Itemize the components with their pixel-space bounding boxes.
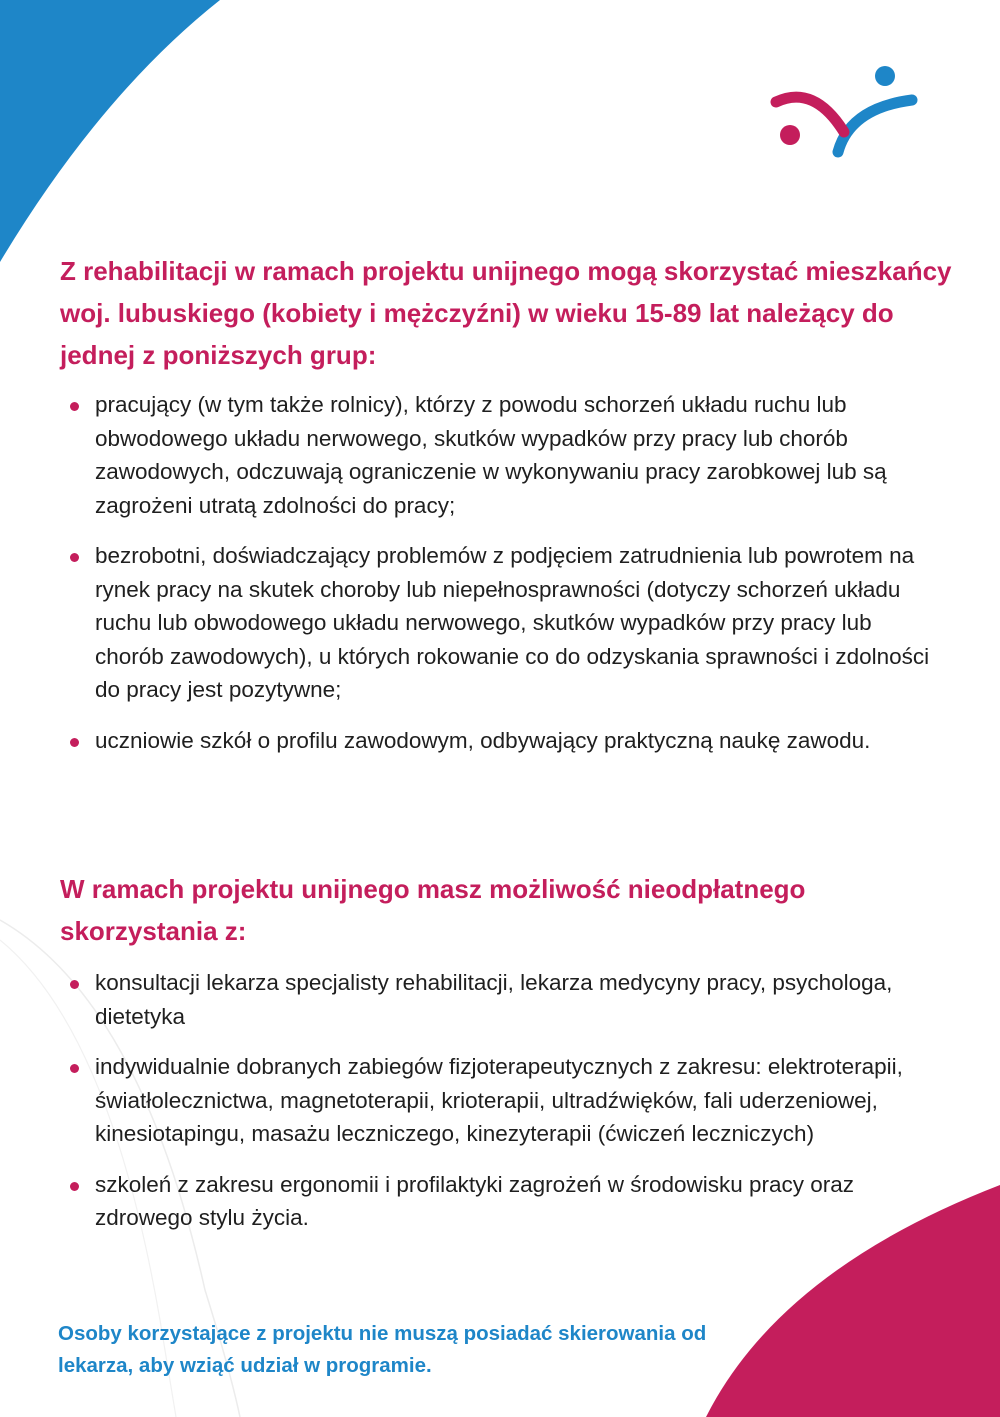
list-item: uczniowie szkół o profilu zawodowym, odbywający praktyczną naukę zawodu. xyxy=(68,724,938,758)
section1-heading: Z rehabilitacji w ramach projektu unijnego mogą skorzystać mieszkańcy woj. lubuskiego (kobiety i mężczyźni) w wieku 15-89 lat należący do jednej z poniższych grup: xyxy=(60,256,952,370)
list-item: konsultacji lekarza specjalisty rehabilitacji, lekarza medycyny pracy, psychologa, dietetyka xyxy=(68,966,938,1033)
services-list xyxy=(68,966,938,1252)
list-item: pracujący (w tym także rolnicy), którzy z powodu schorzeń układu ruchu lub obwodowego układu nerwowego, skutków wypadków przy pracy lub chorób zawodowych, odczuwają ograniczenie w wykonywaniu pracy zarobkowej lub są zagrożeni utratą zdolności do pracy; xyxy=(68,388,938,522)
top-left-blue-arc xyxy=(0,0,220,262)
footer-note: Osoby korzystające z projektu nie muszą posiadać skierowania od lekarza, aby wziąć udział w programie. xyxy=(58,1322,707,1377)
list-item: szkoleń z zakresu ergonomii i profilaktyki zagrożeń w środowisku pracy oraz zdrowego stylu życia. xyxy=(68,1168,938,1235)
list-item: bezrobotni, doświadczający problemów z podjęciem zatrudnienia lub powrotem na rynek pracy na skutek choroby lub niepełnosprawności (dotyczy schorzeń układu ruchu lub obwodowego układu nerwowego, skutków wypadków przy pracy lub chorób zawodowych), u których rokowanie co do odzyskania sprawności i zdolności do pracy jest pozytywne; xyxy=(68,539,938,707)
person-figure-logo-icon xyxy=(766,62,922,158)
list-item: indywidualnie dobranych zabiegów fizjoterapeutycznych z zakresu: elektroterapii, światłolecznictwa, magnetoterapii, krioterapii, ultradźwięków, fali uderzeniowej, kinesiotapingu, masażu leczniczego, kinezyterapii (ćwiczeń leczniczych) xyxy=(68,1050,938,1151)
eligibility-list xyxy=(68,388,938,774)
section2-heading: W ramach projektu unijnego masz możliwość nieodpłatnego skorzystania z: xyxy=(60,874,806,946)
